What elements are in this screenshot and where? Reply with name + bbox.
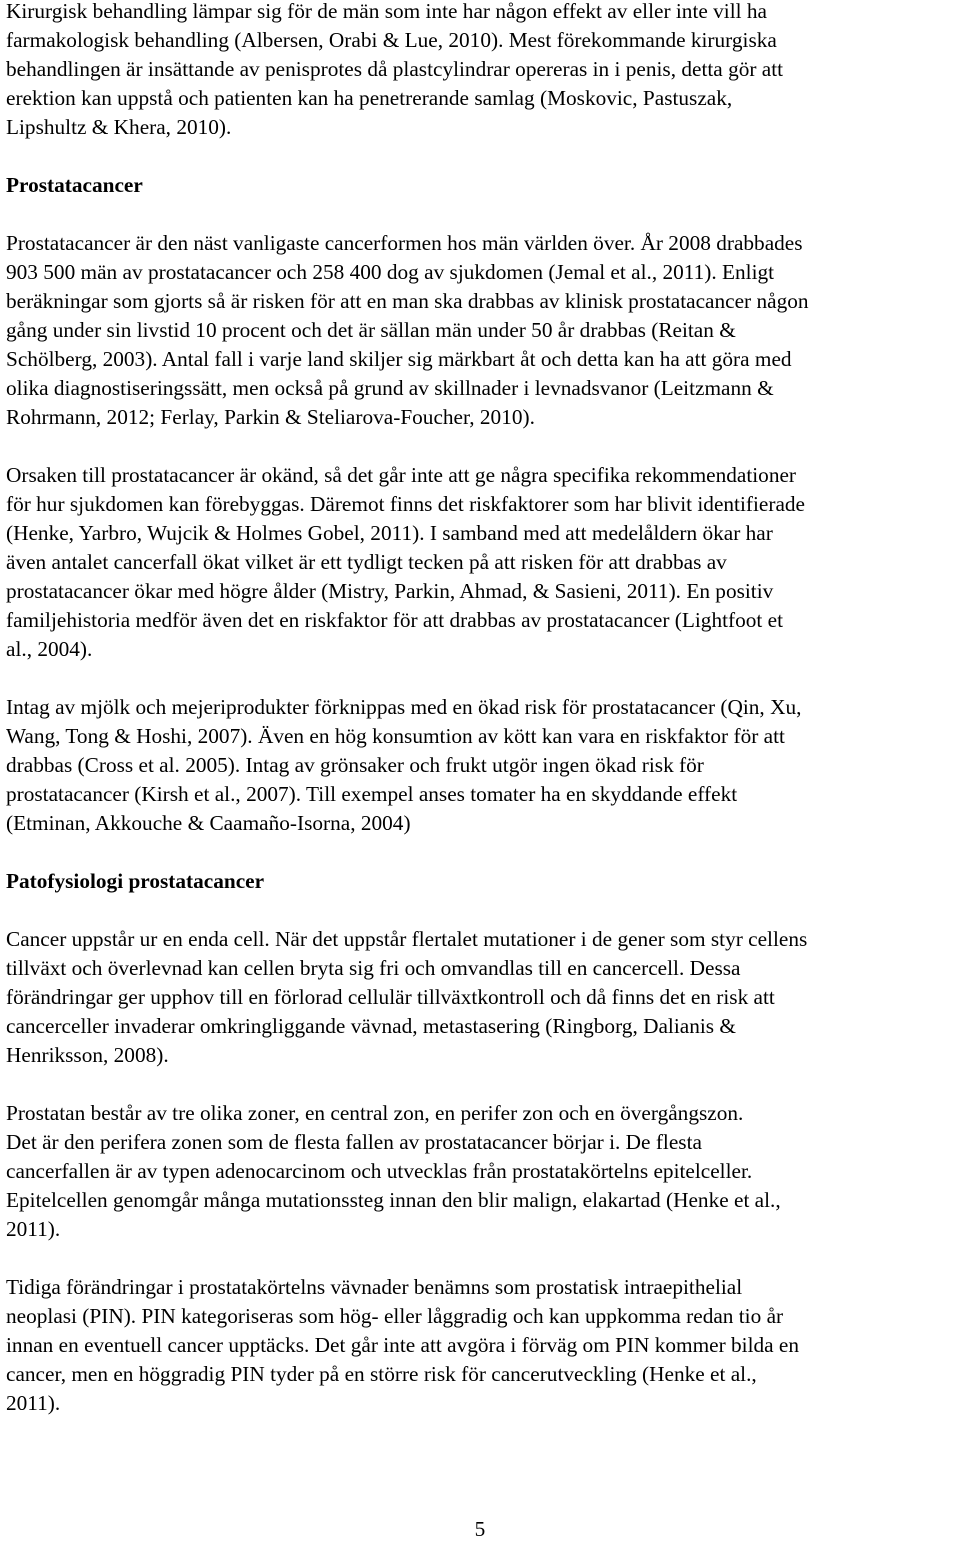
text-line: drabbas (Cross et al. 2005). Intag av grönsaker och frukt utgör ingen ökad risk för [6,753,704,777]
spacer [6,838,956,867]
text-line: även antalet cancerfall ökat vilket är ett tydligt tecken på att risken för att drabbas av [6,550,727,574]
text-line: al., 2004). [6,637,93,661]
text-line: gång under sin livstid 10 procent och det är sällan män under 50 år drabbas (Reitan & [6,318,736,342]
spacer [6,896,956,925]
page-number: 5 [474,1517,486,1541]
text-line: olika diagnostiseringssätt, men också på grund av skillnader i levnadsvanor (Leitzmann & [6,376,774,400]
text-line: 2011). [6,1217,61,1241]
text-line: Schölberg, 2003). Antal fall i varje land skiljer sig märkbart åt och detta kan ha att göra med [6,347,792,371]
text-line: prostatacancer ökar med högre ålder (Mistry, Parkin, Ahmad, & Sasieni, 2011). En positiv [6,579,774,603]
text-line: Prostatan består av tre olika zoner, en central zon, en perifer zon och en övergångszon. [6,1101,744,1125]
text-line: behandlingen är insättande av penisprotes då plastcylindrar opereras in i penis, detta gör att [6,57,784,81]
text-line: 2011). [6,1391,61,1415]
document-page [6,0,956,1447]
text-line: cancer, men en höggradig PIN tyder på en större risk för cancerutveckling (Henke et al., [6,1362,757,1386]
text-line: Rohrmann, 2012; Ferlay, Parkin & Steliarova-Foucher, 2010). [6,405,535,429]
text-line: förändringar ger upphov till en förlorad cellulär tillväxtkontroll och då finns det en risk att [6,985,775,1009]
text-line: Prostatacancer är den näst vanligaste cancerformen hos män världen över. År 2008 drabbades [6,231,803,255]
text-line: innan en eventuell cancer upptäcks. Det går inte att avgöra i förväg om PIN kommer bilda en [6,1333,800,1357]
spacer [6,200,956,229]
text-line: farmakologisk behandling (Albersen, Orabi & Lue, 2010). Mest förekommande kirurgiska [6,28,777,52]
text-line: Kirurgisk behandling lämpar sig för de män som inte har någon effekt av eller inte vill ha [6,0,767,23]
text-line: Henriksson, 2008). [6,1043,169,1067]
spacer [6,664,956,693]
spacer [6,142,956,171]
text-line: Tidiga förändringar i prostatakörtelns vävnader benämns som prostatisk intraepithelial [6,1275,743,1299]
text-line: cancerfallen är av typen adenocarcinom och utvecklas från prostatakörtelns epitelceller. [6,1159,753,1183]
spacer [6,1070,956,1099]
section-heading-prostatacancer: Prostatacancer [6,173,143,197]
section-heading-patofysiologi: Patofysiologi prostatacancer [6,869,265,893]
paragraph-pin [6,1273,956,1418]
text-line: Det är den perifera zonen som de flesta fallen av prostatacancer börjar i. De flesta [6,1130,702,1154]
text-line: 903 500 män av prostatacancer och 258 400 dog av sjukdomen (Jemal et al., 2011). Enligt [6,260,775,284]
text-line: Cancer uppstår ur en enda cell. När det uppstår flertalet mutationer i de gener som styr cellens [6,927,808,951]
paragraph-incidence [6,229,956,432]
paragraph-diet [6,693,956,838]
paragraph-surgery [6,0,956,142]
paragraph-cancer-origin [6,925,956,1070]
spacer [6,1244,956,1273]
text-line: Intag av mjölk och mejeriprodukter förknippas med en ökad risk för prostatacancer (Qin, Xu, [6,695,802,719]
text-line: familjehistoria medför även det en riskfaktor för att drabbas av prostatacancer (Lightfoot et [6,608,784,632]
text-line: Wang, Tong & Hoshi, 2007). Även en hög konsumtion av kött kan vara en riskfaktor för att [6,724,785,748]
text-line: för hur sjukdomen kan förebyggas. Däremot finns det riskfaktorer som har blivit identifierade [6,492,805,516]
text-line: tillväxt och överlevnad kan cellen bryta sig fri och omvandlas till en cancercell. Dessa [6,956,741,980]
text-line: cancerceller invaderar omkringliggande vävnad, metastasering (Ringborg, Dalianis & [6,1014,736,1038]
paragraph-zones [6,1099,956,1244]
text-line: prostatacancer (Kirsh et al., 2007). Till exempel anses tomater ha en skyddande effekt [6,782,738,806]
text-line: erektion kan uppstå och patienten kan ha penetrerande samlag (Moskovic, Pastuszak, [6,86,733,110]
text-line: Orsaken till prostatacancer är okänd, så det går inte att ge några specifika rekommendationer [6,463,797,487]
text-line: neoplasi (PIN). PIN kategoriseras som hög- eller låggradig och kan uppkomma redan tio år [6,1304,784,1328]
text-line: Epitelcellen genomgår många mutationssteg innan den blir malign, elakartad (Henke et al., [6,1188,781,1212]
text-line: (Henke, Yarbro, Wujcik & Holmes Gobel, 2011). I samband med att medelåldern ökar har [6,521,773,545]
spacer [6,1418,956,1447]
text-line: (Etminan, Akkouche & Caamaño-Isorna, 2004) [6,811,411,835]
text-line: Lipshultz & Khera, 2010). [6,115,232,139]
paragraph-causes [6,461,956,664]
spacer [6,432,956,461]
text-line: beräkningar som gjorts så är risken för att en man ska drabbas av klinisk prostatacancer någon [6,289,809,313]
